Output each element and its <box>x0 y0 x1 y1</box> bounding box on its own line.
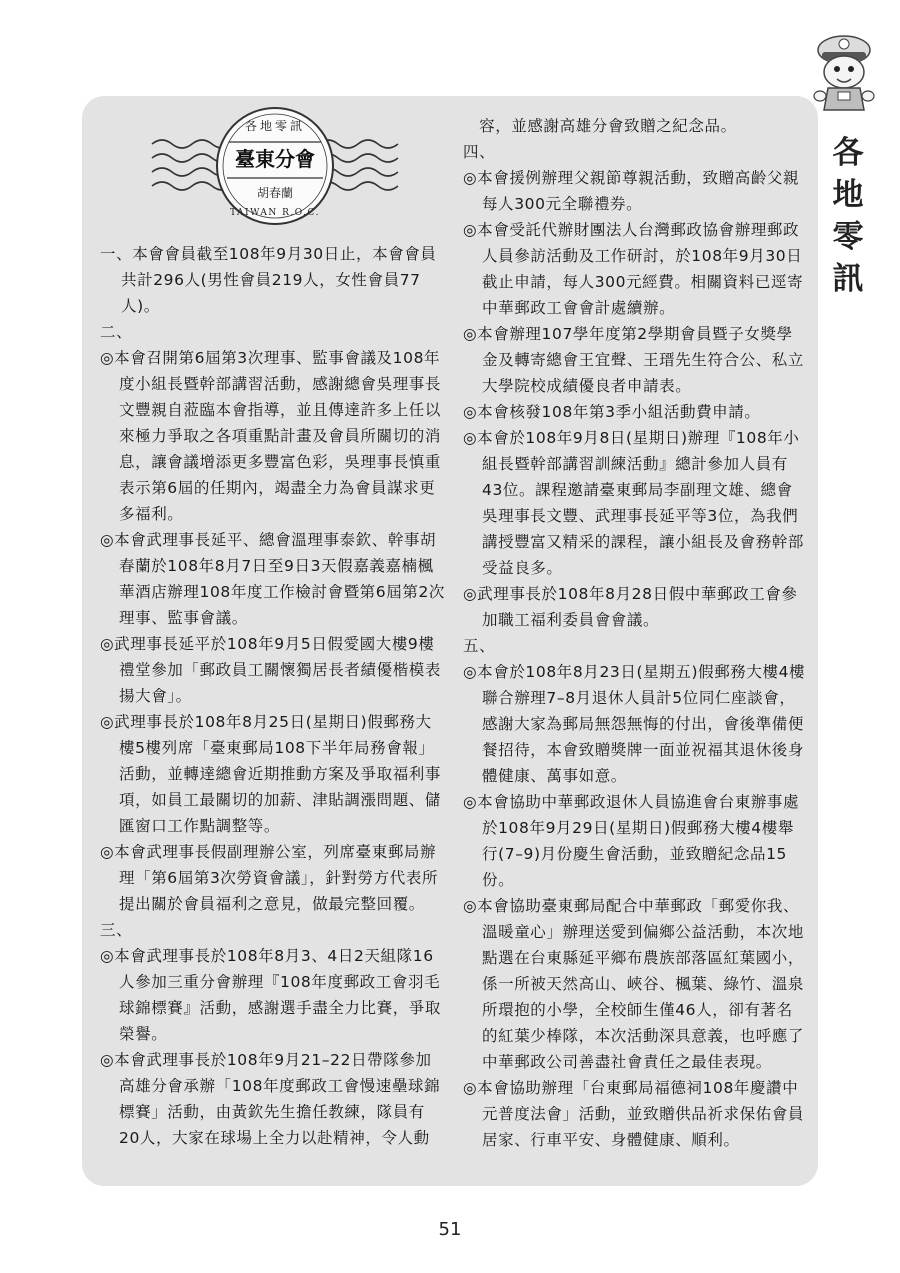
section-title-char: 地 <box>832 177 864 213</box>
list-item: ◎本會於108年9月8日(星期日)辦理『108年小組長暨幹部講習訓練活動』總計參加人員有43位。課程邀請臺東郵局李副理文雄、總會吳理事長文豐、武理事長延平等3位，為我們講授豐富又精采的課程，讓小組長及會務幹部受益良多。 <box>463 429 805 577</box>
list-item: 容，並感謝高雄分會致贈之紀念品。 <box>463 117 737 135</box>
section-title-char: 訊 <box>832 261 864 297</box>
list-item: ◎本會核發108年第3季小組活動費申請。 <box>463 403 761 421</box>
list-item: ◎本會辦理107學年度第2學期會員暨子女獎學金及轉寄總會王宜聲、王瑨先生符合公、私立大學院校成績優良者申請表。 <box>463 325 805 395</box>
section-title-vertical <box>828 132 868 300</box>
right-text-column <box>463 113 808 1153</box>
list-item: ◎本會武理事長於108年8月3、4日2天組隊16人參加三重分會辦理『108年度郵政工會羽毛球錦標賽』活動，感謝選手盡全力比賽，爭取榮譽。 <box>100 947 442 1043</box>
section-heading: 二、 <box>100 323 133 341</box>
section-heading: 三、 <box>100 921 133 939</box>
list-item: ◎武理事長於108年8月28日假中華郵政工會參加職工福利委員會會議。 <box>463 585 798 629</box>
list-item: ◎本會協助辦理「台東郵局福德祠108年慶讚中元普度法會」活動，並致贈供品祈求保佑會員居家、行車平安、身體健康、順利。 <box>463 1079 805 1149</box>
stamp-author: 胡春蘭 <box>256 186 294 200</box>
list-item: ◎本會武理事長於108年9月21–22日帶隊參加高雄分會承辦「108年度郵政工會慢速壘球錦標賽」活動，由黃欽先生擔任教練，隊員有20人，大家在球場上全力以赴精神，令人動 <box>100 1051 441 1147</box>
list-item: ◎本會召開第6屆第3次理事、監事會議及108年度小組長暨幹部講習活動，感謝總會吳理事長文豐親自蒞臨本會指導，並且傳達許多上任以來極力爭取之各項重點計畫及會員所關切的消息，讓會議增添更多豐富色彩，吳理事長慎重表示第6屆的任期內，竭盡全力為會員謀求更多福利。 <box>100 349 442 523</box>
section-title-char: 各 <box>832 135 864 171</box>
list-item: ◎本會協助臺東郵局配合中華郵政「郵愛你我、溫暖童心」辦理送愛到偏鄉公益活動，本次地點選在台東縣延平鄉布農族部落區紅葉國小，係一所被天然高山、峽谷、楓葉、綠竹、溫泉所環抱的小學，全校師生僅46人，卻有著名的紅葉少棒隊，本次活動深具意義，也呼應了中華郵政公司善盡社會責任之最佳表現。 <box>463 897 805 1071</box>
list-item: ◎本會協助中華郵政退休人員協進會台東辦事處於108年9月29日(星期日)假郵務大樓4樓舉行(7–9)月份慶生會活動，並致贈紀念品15份。 <box>463 793 800 889</box>
page-number: 51 <box>438 1219 462 1240</box>
postmark-stamp <box>150 100 400 240</box>
list-item: ◎本會援例辦理父親節尊親活動，致贈高齡父親每人300元全聯禮券。 <box>463 169 800 213</box>
section-heading: 五、 <box>463 637 496 655</box>
list-item: ◎本會受託代辦財團法人台灣郵政協會辦理郵政人員參訪活動及工作研討，於108年9月30日截止申請，每人300元經費。相關資料已逕寄中華郵政工會會計處續辦。 <box>463 221 804 317</box>
stamp-name: 臺東分會 <box>235 147 315 171</box>
section-title-char: 零 <box>832 219 864 255</box>
stamp-bottom-text: TAIWAN R.O.C. <box>230 208 320 218</box>
stamp-top-text: 各地零訊 <box>244 119 306 133</box>
list-item: ◎本會武理事長假副理辦公室，列席臺東郵局辦理「第6屆第3次勞資會議」，針對勞方代表所提出關於會員福利之意見，做最完整回覆。 <box>100 843 439 913</box>
section-heading: 四、 <box>463 143 496 161</box>
list-item: ◎本會於108年8月23日(星期五)假郵務大樓4樓聯合辦理7–8月退休人員計5位同仁座談會，感謝大家為郵局無怨無悔的付出，會後準備便餐招待，本會致贈獎牌一面並祝福其退休後身體健康、萬事如意。 <box>463 663 806 785</box>
list-item: ◎本會武理事長延平、總會溫理事泰欽、幹事胡春蘭於108年8月7日至9日3天假嘉義嘉楠楓華酒店辦理108年度工作檢討會暨第6屆第2次理事、監事會議。 <box>100 531 446 627</box>
postman-mascot-illustration <box>808 30 880 116</box>
left-text-column <box>100 241 445 1151</box>
list-item: 一、本會會員截至108年9月30日止，本會會員共計296人(男性會員219人，女性會員77人)。 <box>100 245 437 315</box>
list-item: ◎武理事長於108年8月25日(星期日)假郵務大樓5樓列席「臺東郵局108下半年局務會報」活動，並轉達總會近期推動方案及爭取福利事項，如員工最關切的加薪、津貼調漲問題、儲匯窗口工作點調整等。 <box>100 713 442 835</box>
list-item: ◎武理事長延平於108年9月5日假愛國大樓9樓禮堂參加「郵政員工關懷獨居長者績優楷模表揚大會」。 <box>100 635 442 705</box>
